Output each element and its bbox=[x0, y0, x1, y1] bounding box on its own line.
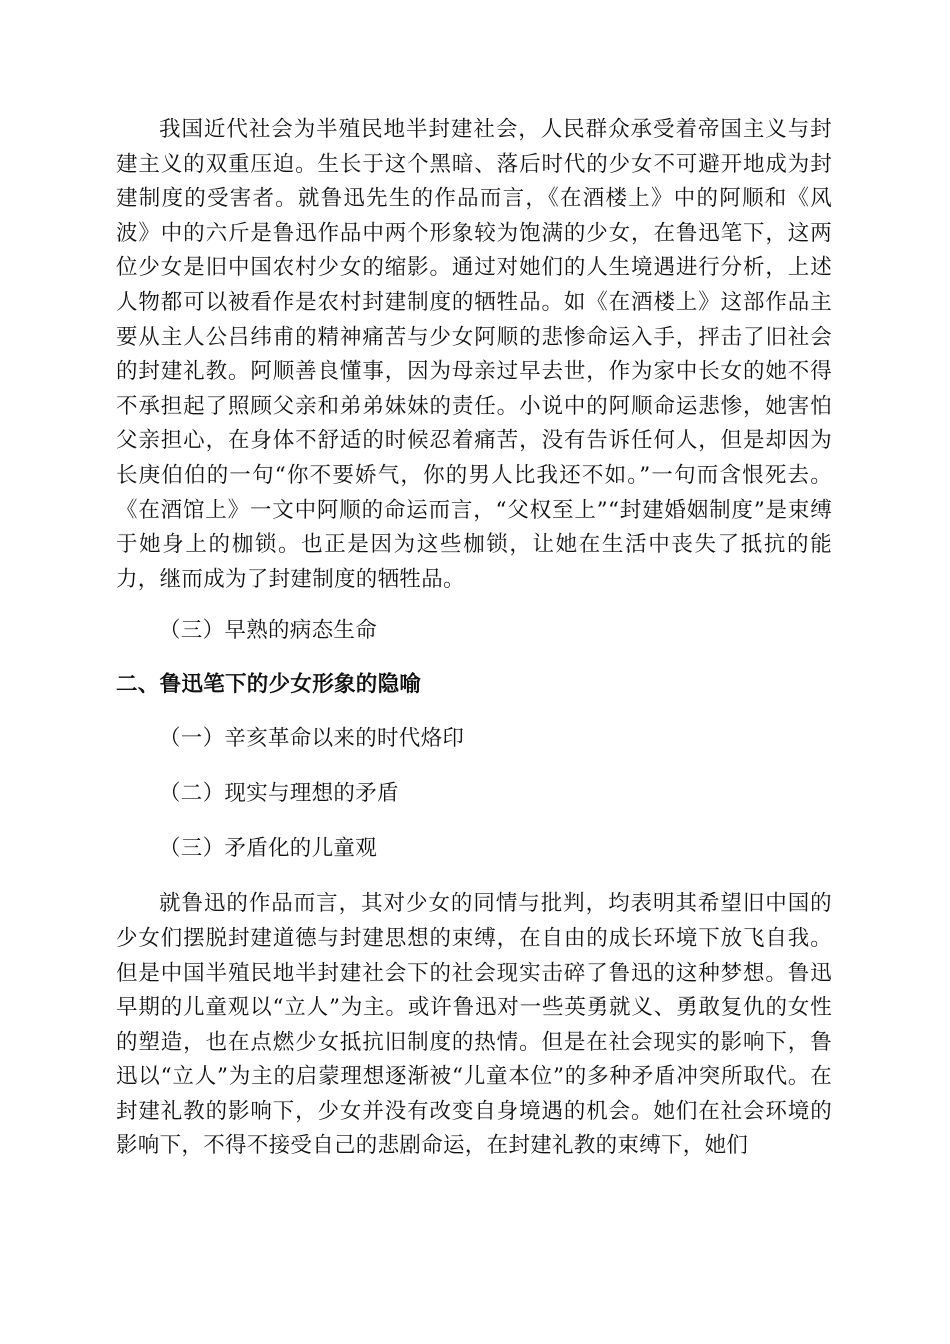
subheading-reality-ideal: （二）现实与理想的矛盾 bbox=[159, 781, 399, 807]
subheading-childhood-view: （三）矛盾化的儿童观 bbox=[159, 836, 378, 862]
section-heading-2: 二、鲁迅笔下的少女形象的隐喻 bbox=[116, 672, 422, 698]
spacer bbox=[116, 866, 832, 887]
spacer bbox=[116, 597, 832, 614]
spacer bbox=[116, 756, 832, 777]
subheading-early-maturity: （三）早熟的病态生命 bbox=[159, 618, 378, 644]
subheading-era-mark: （一）辛亥革命以来的时代烙印 bbox=[159, 726, 465, 752]
body-paragraph-1: 我国近代社会为半殖民地半封建社会，人民群众承受着帝国主义与封建主义的双重压迫。生长于这个黑暗、落后时代的少女不可避开地成为封建制度的受害者。就鲁迅先生的作品而言，《在酒楼上》中的阿顺和《风波》中的六斤是鲁迅作品中两个形象较为饱满的少女，在鲁迅笔下，这两位少女是旧中国农村少女的缩影。通过对她们的人生境遇进行分析，上述人物都可以被看作是农村封建制度的牺牲品。如《在酒楼上》这部作品主要从主人公吕纬甫的精神痛苦与少女阿顺的悲惨命运入手，抨击了旧社会的封建礼教。阿顺善良懂事，因为母亲过早去世，作为家中长女的她不得不承担起了照顾父亲和弟弟妹妹的责任。小说中的阿顺命运悲惨，她害怕父亲担心，在身体不舒适的时候忍着痛苦，没有告诉任何人，但是却因为长庚伯伯的一句“你不要娇气，你的男人比我还不如。”一句而含恨死去。《在酒馆上》一文中阿顺的命运而言，“父权至上”“封建婚姻制度”是束缚于她身上的枷锁。也正是因为这些枷锁，让她在生活中丧失了抵抗的能力，继而成为了封建制度的牺牲品。 bbox=[116, 117, 832, 592]
spacer bbox=[116, 702, 832, 722]
spacer bbox=[116, 648, 832, 668]
spacer bbox=[116, 811, 832, 832]
document-page bbox=[116, 113, 832, 1164]
body-paragraph-2: 就鲁迅的作品而言，其对少女的同情与批判，均表明其希望旧中国的少女们摆脱封建道德与封建思想的束缚，在自由的成长环境下放飞自我。但是中国半殖民地半封建社会下的社会现实击碎了鲁迅的这种梦想。鲁迅早期的儿童观以“立人”为主。或许鲁迅对一些英勇就义、勇敢复仇的女性的塑造，也在点燃少女抵抗旧制度的热情。但是在社会现实的影响下，鲁迅以“立人”为主的启蒙理想逐渐被“儿童本位”的多种矛盾冲突所取代。在封建礼教的影响下，少女并没有改变自身境遇的机会。她们在社会环境的影响下，不得不接受自己的悲剧命运，在封建礼教的束缚下，她们 bbox=[116, 891, 832, 1159]
